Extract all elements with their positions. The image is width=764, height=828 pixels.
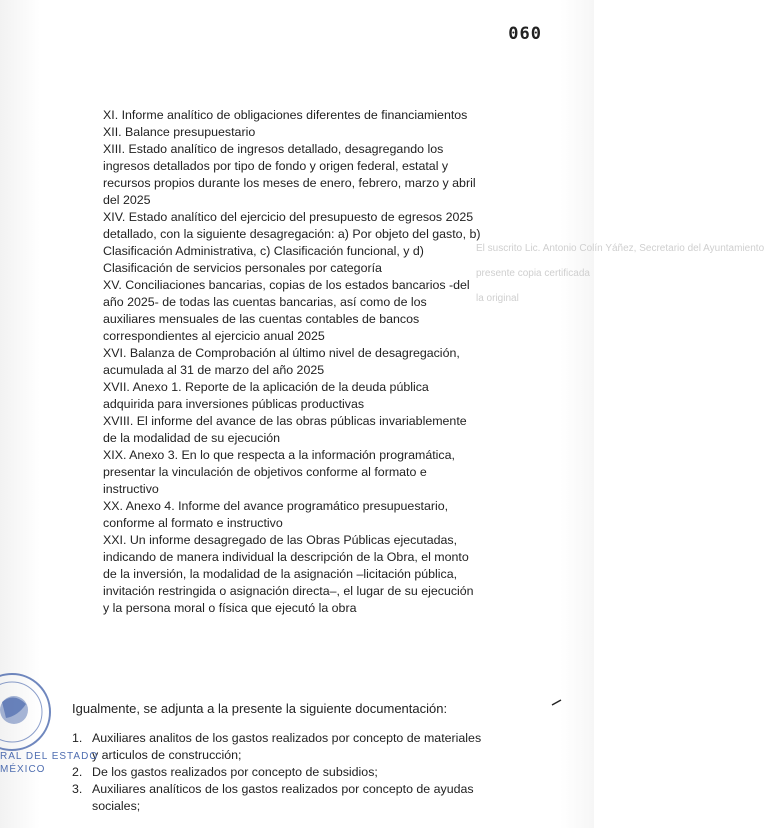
list-item: XII. Balance presupuestario (103, 125, 256, 139)
list-item: XVII. Anexo 1. Reporte de la aplicación de la deuda pública adquirida para inversiones públicas productivas (103, 380, 429, 411)
seal-text-line: RAL DEL ESTADO (0, 751, 99, 762)
list-item: XIV. Estado analítico del ejercicio del presupuesto de egresos 2025 detallado, con la siguiente desagregación: a) Por objeto del gasto, b) Clasificación Administrativa, c) Clasificación funcional, y d) Clasificación de servicios personales por categoría (103, 210, 481, 275)
bleed-line: El suscrito Lic. Antonio Colín Yáñez, Secretario del Ayuntamiento (476, 243, 764, 254)
document-number: 2. (72, 765, 83, 779)
page-number: 060 (508, 24, 542, 44)
document-text: Auxiliares analíticos de los gastos realizados por concepto de ayudas sociales; (92, 782, 474, 813)
document-text: De los gastos realizados por concepto de subsidios; (92, 765, 378, 779)
document-text: Auxiliares analitos de los gastos realizados por concepto de materiales y articulos de construcción; (92, 731, 482, 762)
roman-numeral-list (103, 107, 481, 617)
list-item: XI. Informe analítico de obligaciones diferentes de financiamientos (103, 108, 468, 122)
document-item (66, 781, 484, 815)
pen-mark-icon (552, 699, 562, 706)
document-item (66, 730, 484, 764)
document-number: 3. (72, 782, 83, 796)
bleed-line: la original (476, 293, 519, 304)
list-item: XXI. Un informe desagregado de las Obras Públicas ejecutadas, indicando de manera individual la descripción de la Obra, el monto de la inversión, la modalidad de la asignación –licitación pública, invitación restringida o asignación directa–, el lugar de su ejecución y la persona moral o física que ejecutó la obra (103, 533, 474, 615)
list-item: XV. Conciliaciones bancarias, copias de los estados bancarios -del año 2025- de todas las cuentas bancarias, así como de los auxiliares mensuales de las cuentas contables de bancos correspondientes al ejercicio anual 2025 (103, 278, 470, 343)
seal-text (0, 750, 98, 776)
bleed-line: presente copia certificada (476, 268, 590, 279)
seal-text-line: MÉXICO (0, 764, 46, 775)
bleed-through-text (476, 236, 764, 311)
list-item: XVIII. El informe del avance de las obras públicas invariablemente de la modalidad de su ejecución (103, 414, 467, 445)
list-item: XIII. Estado analítico de ingresos detallado, desagregando los ingresos detallados por tipo de fondo y origen federal, estatal y recursos propios durante los meses de enero, febrero, marzo y abril del 2025 (103, 142, 476, 207)
list-item: XX. Anexo 4. Informe del avance programático presupuestario, conforme al formato e instructivo (103, 499, 449, 530)
document-number: 1. (72, 731, 83, 745)
list-item: XIX. Anexo 3. En lo que respecta a la información programática, presentar la vinculación de objetivos conforme al formato e instructivo (103, 448, 455, 496)
document-item (66, 764, 484, 781)
list-item: XVI. Balanza de Comprobación al último nivel de desagregación, acumulada al 31 de marzo del año 2025 (103, 346, 460, 377)
official-seal-icon (0, 672, 70, 756)
attachments-intro: Igualmente, se adjunta a la presente la siguiente documentación: (72, 701, 448, 716)
documents-list (66, 730, 484, 815)
